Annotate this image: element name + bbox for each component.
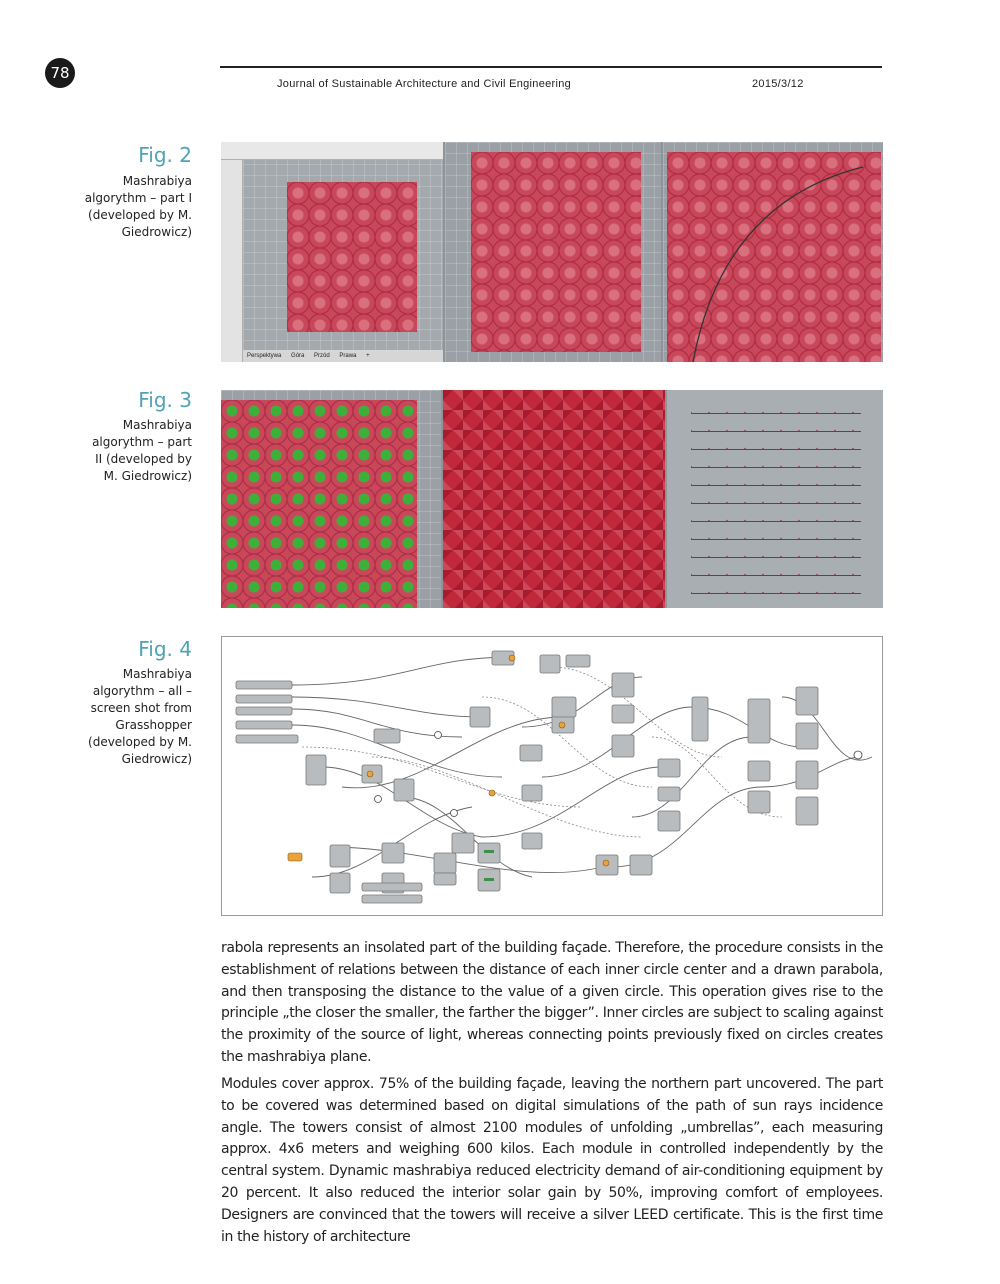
parabola-curve	[663, 142, 883, 362]
tab-add[interactable]: +	[366, 353, 370, 359]
rhino-toolbar	[221, 142, 443, 160]
body-paragraph: rabola represents an insolated part of the building façade. Therefore, the procedure consists in the establishment of relations between the distance of each inner circle center and a drawn parabola, and then transposing the distance to the value of a given circle. This operation gives rise to the principle „the closer the smaller, the farther the bigger”. Inner circles are subject to scaling against the proximity of the source of light, whereas connecting points previously fixed on circles creates the mashrabiya plane.	[221, 940, 883, 1065]
viewport-tabs	[243, 350, 443, 362]
fig-2-label: Fig. 2	[138, 143, 192, 167]
fig-3-caption: Mashrabiya algorythm – part II (developed by M. Giedrowicz)	[92, 418, 192, 483]
tab-prawa[interactable]: Prawa	[339, 353, 357, 359]
fig-3-panel-3	[667, 390, 883, 608]
fig-3-panel-2	[443, 390, 665, 608]
fig-3-image	[221, 390, 883, 608]
fig-3-label: Fig. 3	[138, 388, 192, 412]
rhino-side-toolbar	[221, 160, 243, 362]
hex-pattern	[287, 182, 417, 332]
tab-perspektywa[interactable]: Perspektywa	[247, 353, 282, 359]
header-rule	[220, 66, 882, 68]
fig-2-panel-3	[663, 142, 883, 362]
grasshopper-graph	[222, 637, 882, 915]
body-paragraph: Modules cover approx. 75% of the building façade, leaving the northern part uncovered. The part to be covered was determined based on digital simulations of the path of sun rays incidence angle. The towers consist of almost 2100 modules of unfolding „umbrellas”, each measuring approx. 4x6 meters and weighing 600 kilos. Each module in controlled independently by the central system. Dynamic mashrabiya reduced electricity demand of air-conditioning equipment by 20 percent. It also reduced the interior solar gain by 50%, improving comfort of employees. Designers are convinced that the towers will receive a silver LEED certificate. This is the first time in the history of architecture	[221, 1076, 883, 1245]
rhino-viewport	[221, 142, 443, 362]
tab-gora[interactable]: Góra	[291, 353, 305, 359]
fig-3-panel-1	[221, 390, 441, 608]
fig-4-caption: Mashrabiya algorythm – all – screen shot from Grasshopper (developed by M. Giedrowicz)	[88, 667, 192, 766]
hex-pattern-green	[221, 400, 417, 608]
issue-date: 2015/3/12	[752, 78, 804, 90]
mashrabiya-lattice	[691, 396, 861, 602]
fig-2-panel-2	[445, 142, 661, 362]
fig-4-image	[221, 636, 883, 916]
journal-title: Journal of Sustainable Architecture and Civil Engineering	[277, 78, 572, 90]
fig-2-image	[221, 142, 883, 362]
hex-pattern	[471, 152, 641, 352]
fig-4-label: Fig. 4	[138, 637, 192, 661]
dense-pattern	[443, 390, 665, 608]
fig-2-caption: Mashrabiya algorythm – part I (developed by M. Giedrowicz)	[84, 174, 192, 239]
tab-przod[interactable]: Przód	[314, 353, 330, 359]
page-number: 78	[45, 58, 75, 88]
